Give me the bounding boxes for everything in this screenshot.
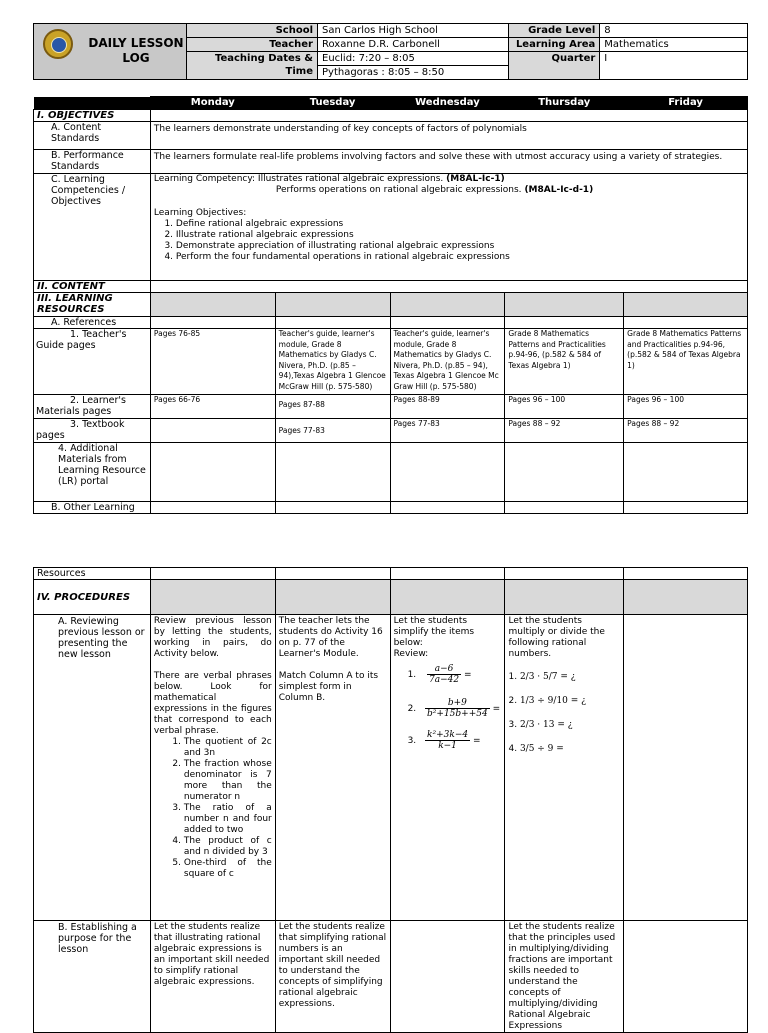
simplify-item: 2. $\frac{b+9}{\text{b²+15b++54}}$ = bbox=[407, 698, 501, 719]
establishing-purpose-label: B. Establishing a purpose for the lesson bbox=[34, 921, 151, 1033]
grade-level-value: 8 bbox=[600, 24, 748, 38]
header-table bbox=[33, 23, 748, 80]
textbook-monday bbox=[150, 419, 275, 443]
lesson-log-table-2 bbox=[33, 567, 748, 1033]
day-friday: Friday bbox=[624, 97, 748, 110]
learners-materials-friday: Pages 96 – 100 bbox=[624, 395, 748, 419]
learners-materials-thursday: Pages 96 – 100 bbox=[505, 395, 624, 419]
lesson-log-table-1 bbox=[33, 96, 748, 514]
learning-area-label: Learning Area bbox=[509, 38, 600, 52]
additional-materials-label: 4. Additional Materials from Learning Resource (LR) portal bbox=[34, 443, 151, 502]
other-resources-label: B. Other Learning bbox=[34, 502, 151, 514]
logo-cell bbox=[34, 24, 187, 80]
textbook-thursday: Pages 88 – 92 bbox=[505, 419, 624, 443]
grade-level-label: Grade Level bbox=[509, 24, 600, 38]
list-item: 3. The ratio of a number n and four added to two bbox=[184, 803, 272, 836]
list-item: 5. One-third of the square of c bbox=[184, 858, 272, 880]
list-item: 2. The fraction whose denominator is 7 more than the numerator n bbox=[184, 759, 272, 803]
learning-competencies-text: Learning Competency: Illustrates rational algebraic expressions. (M8AL-Ic-1) Performs operations on rational algebraic expressions. (M8AL-Ic-d-1) Learning Objectives: 1. Define rational algebraic expressions 2. Illustrate rational algebraic expressions 3. Demonstrate appreciation of illustrating rational algebraic expressions 4. Perform the four fundamental operations in rational algebraic expressions bbox=[150, 174, 747, 281]
references-label: A. References bbox=[34, 317, 151, 329]
textbook-wednesday: Pages 77-83 bbox=[390, 419, 505, 443]
purpose-thursday: Let the students realize that the principles used in multiplying/dividing fractions are important skills needed to understand the concepts of multiplying/dividing Rational Algebraic Expressions bbox=[505, 921, 624, 1033]
other-resources-label-cont: Resources bbox=[34, 568, 151, 580]
quarter-value: I bbox=[600, 52, 748, 80]
day-monday: Monday bbox=[150, 97, 275, 110]
procedures-heading: IV. PROCEDURES bbox=[34, 580, 151, 615]
objectives-heading: I. OBJECTIVES bbox=[34, 110, 151, 122]
learners-materials-monday: Pages 66-76 bbox=[150, 395, 275, 419]
list-item: 2. Illustrate rational algebraic expressions bbox=[176, 230, 744, 241]
learners-materials-label: 2. Learner's Materials pages bbox=[34, 395, 151, 419]
operation-item: 1. 2/3 · 5/7 = ¿ bbox=[508, 672, 576, 682]
list-item: 4. The product of c and n divided by 3 bbox=[184, 836, 272, 858]
quarter-label: Quarter bbox=[509, 52, 600, 80]
content-heading: II. CONTENT bbox=[34, 281, 151, 293]
teaching-dates-line1: Euclid: 7:20 – 8:05 bbox=[318, 52, 509, 66]
page-title: DAILY LESSON LOG bbox=[88, 36, 184, 65]
list-item: 1. The quotient of 2c and 3n bbox=[184, 737, 272, 759]
content-standards-text: The learners demonstrate understanding of key concepts of factors of polynomials bbox=[150, 122, 747, 150]
learning-objectives-list bbox=[154, 219, 744, 263]
performance-standards-text: The learners formulate real-life problems involving factors and solve these with utmost accuracy using a variety of strategies. bbox=[150, 150, 747, 174]
operation-item: 2. 1/3 ÷ 9/10 = ¿ bbox=[508, 696, 586, 706]
teachers-guide-monday: Pages 76-85 bbox=[150, 329, 275, 395]
textbook-tuesday: Pages 77-83 bbox=[275, 419, 390, 443]
learners-materials-wednesday: Pages 88-89 bbox=[390, 395, 505, 419]
reviewing-monday: Review previous lesson by letting the students, working in pairs, do Activity below. There are verbal phrases below. Look for mathematical expressions in the figures that correspond to each verbal phrase. 1. The quotient of 2c and 3n 2. The fraction whose denominator is 7 more than the numerator n 3. The ratio of a number n and four added to two 4. The product of c and n divided by 3 5. One-third of the square of c bbox=[150, 615, 275, 921]
teacher-label: Teacher bbox=[187, 38, 318, 52]
reviewing-wednesday: Let the students simplify the items below: Review: 1. $\frac{a-6}{7a-42}$ = 2. $\frac{b+9}{\text{b²+15b++54}}$ = 3. $\frac{\text{k²+3k−4}}{k-1}$ = bbox=[390, 615, 505, 921]
operation-item: 4. 3/5 ÷ 9 = bbox=[508, 744, 564, 754]
purpose-friday bbox=[624, 921, 748, 1033]
day-thursday: Thursday bbox=[505, 97, 624, 110]
teachers-guide-wednesday: Teacher's guide, learner's module, Grade 8 Mathematics by Gladys C. Nivera, Ph.D. (p.85 – 94), Texas Algebra 1 Glencoe Mc Graw Hill (p. 575-580) bbox=[390, 329, 505, 395]
teaching-dates-label: Teaching Dates & Time bbox=[187, 52, 318, 80]
teacher-value: Roxanne D.R. Carbonell bbox=[318, 38, 509, 52]
textbook-friday: Pages 88 – 92 bbox=[624, 419, 748, 443]
purpose-wednesday bbox=[390, 921, 505, 1033]
school-value: San Carlos High School bbox=[318, 24, 509, 38]
reviewing-friday bbox=[624, 615, 748, 921]
list-item: 3. Demonstrate appreciation of illustrating rational algebraic expressions bbox=[176, 241, 744, 252]
teachers-guide-thursday: Grade 8 Mathematics Patterns and Practicalities p.94-96, (p.582 & 584 of Texas Algebra 1) bbox=[505, 329, 624, 395]
teachers-guide-label: 1. Teacher's Guide pages bbox=[34, 329, 151, 395]
learners-materials-tuesday: Pages 87-88 bbox=[275, 395, 390, 419]
purpose-monday: Let the students realize that illustrating rational algebraic expressions is an important skill needed to simplify rational algebraic expressions. bbox=[150, 921, 275, 1033]
corner-cell bbox=[34, 97, 151, 110]
reviewing-thursday: Let the students multiply or divide the following rational numbers. 1. 2/3 · 5/7 = ¿ 2. 1/3 ÷ 9/10 = ¿ 3. 2/3 · 13 = ¿ 4. 3/5 ÷ 9 = bbox=[505, 615, 624, 921]
textbook-label: 3. Textbook pages bbox=[34, 419, 151, 443]
day-wednesday: Wednesday bbox=[390, 97, 505, 110]
school-label: School bbox=[187, 24, 318, 38]
list-item: 4. Perform the four fundamental operations in rational algebraic expressions bbox=[176, 252, 744, 263]
verbal-phrase-list bbox=[154, 737, 272, 880]
performance-standards-label: B. Performance Standards bbox=[34, 150, 151, 174]
reviewing-tuesday: The teacher lets the students do Activity 16 on p. 77 of the Learner's Module. Match Column A to its simplest form in Column B. bbox=[275, 615, 390, 921]
teachers-guide-tuesday: Teacher's guide, learner's module, Grade 8 Mathematics by Gladys C. Nivera, Ph.D. (p.85 – 94),Texas Algebra 1 Glencoe McGraw Hill (p. 575-580) bbox=[275, 329, 390, 395]
learning-area-value: Mathematics bbox=[600, 38, 748, 52]
reviewing-lesson-label: A. Reviewing previous lesson or presenting the new lesson bbox=[34, 615, 151, 921]
content-standards-label: A. Content Standards bbox=[34, 122, 151, 150]
list-item: 1. Define rational algebraic expressions bbox=[176, 219, 744, 230]
simplify-item: 1. $\frac{a-6}{7a-42}$ = bbox=[407, 664, 472, 685]
learning-resources-heading: III. LEARNING RESOURCES bbox=[34, 293, 151, 317]
learning-competencies-label: C. Learning Competencies / Objectives bbox=[34, 174, 151, 281]
day-tuesday: Tuesday bbox=[275, 97, 390, 110]
simplify-item: 3. $\frac{\text{k²+3k−4}}{k-1}$ = bbox=[407, 730, 481, 751]
deped-seal-icon bbox=[43, 29, 73, 59]
purpose-tuesday: Let the students realize that simplifying rational numbers is an important skill needed to understand the concepts of simplifying rational algebraic expressions. bbox=[275, 921, 390, 1033]
teaching-dates-line2: Pythagoras : 8:05 – 8:50 bbox=[318, 66, 509, 80]
teachers-guide-friday: Grade 8 Mathematics Patterns and Practicalities p.94-96, (p.582 & 584 of Texas Algebra 1) bbox=[624, 329, 748, 395]
operation-item: 3. 2/3 · 13 = ¿ bbox=[508, 720, 573, 730]
